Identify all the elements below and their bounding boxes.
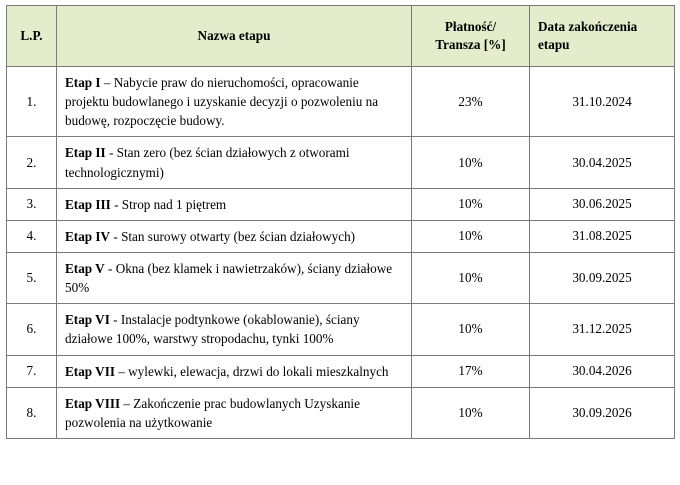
end-date: 30.04.2025 (530, 137, 675, 188)
row-number: 8. (7, 387, 57, 438)
row-number: 3. (7, 188, 57, 220)
stage-label: Etap V (65, 260, 105, 276)
column-header-end-date-line2: etapu (538, 37, 570, 52)
end-date: 30.09.2026 (530, 387, 675, 438)
column-header-payment (412, 6, 530, 67)
stage-text: - Okna (bez klamek i nawietrzaków), ściany działowe 50% (65, 260, 393, 296)
payment-percent: 10% (412, 387, 530, 438)
table-row (7, 387, 675, 438)
end-date: 30.09.2025 (530, 252, 675, 303)
row-number: 1. (7, 67, 57, 137)
column-header-stage-name: Nazwa etapu (57, 6, 412, 67)
stage-description (57, 387, 412, 438)
stage-text: – Zakończenie prac budowlanych Uzyskanie pozwolenia na użytkowanie (65, 395, 360, 430)
row-number: 4. (7, 220, 57, 252)
table-row (7, 67, 675, 137)
end-date: 31.10.2024 (530, 67, 675, 137)
column-header-lp: L.P. (7, 6, 57, 67)
stage-label: Etap IV (65, 228, 111, 244)
stage-label: Etap VI (65, 312, 110, 328)
table-row (7, 355, 675, 387)
stage-label: Etap VIII (65, 395, 121, 411)
stage-label: Etap II (65, 145, 106, 161)
payment-percent: 23% (412, 67, 530, 137)
stage-description (57, 220, 412, 252)
table-header (7, 6, 675, 67)
row-number: 5. (7, 252, 57, 303)
payment-percent: 10% (412, 252, 530, 303)
column-header-payment-line2: Transza [%] (435, 37, 506, 52)
end-date: 30.06.2025 (530, 188, 675, 220)
construction-stages-table (6, 5, 675, 439)
stage-description (57, 252, 412, 303)
payment-percent: 10% (412, 304, 530, 355)
stage-text: – wylewki, elewacja, drzwi do lokali mieszkalnych (114, 363, 389, 379)
stage-text: – Nabycie praw do nieruchomości, opracowanie projektu budowlanego i uzyskanie decyzji o pozwoleniu na budowę, rozpoczęcie budowy. (65, 75, 379, 129)
stage-label: Etap VII (65, 363, 115, 379)
column-header-end-date (530, 6, 675, 67)
column-header-payment-line1: Płatność/ (444, 19, 497, 35)
table-row (7, 220, 675, 252)
payment-percent: 17% (412, 355, 530, 387)
payment-percent: 10% (412, 188, 530, 220)
table-row (7, 304, 675, 355)
stage-text: - Stan zero (bez ścian działowych z otworami technologicznymi) (65, 145, 350, 180)
stage-description (57, 304, 412, 355)
stage-description (57, 137, 412, 188)
row-number: 7. (7, 355, 57, 387)
stage-description (57, 188, 412, 220)
table-row (7, 188, 675, 220)
row-number: 6. (7, 304, 57, 355)
stage-description (57, 67, 412, 137)
stage-description (57, 355, 412, 387)
stage-label: Etap I (65, 75, 101, 90)
table-row (7, 252, 675, 303)
row-number: 2. (7, 137, 57, 188)
table-header-row (7, 6, 675, 67)
payment-percent: 10% (412, 220, 530, 252)
payment-percent: 10% (412, 137, 530, 188)
stage-text: - Strop nad 1 piętrem (110, 196, 227, 212)
stage-text: - Stan surowy otwarty (bez ścian działowych) (110, 228, 356, 244)
table-body (7, 67, 675, 439)
column-header-end-date-line1: Data zakończenia (538, 19, 638, 35)
stage-text: - Instalacje podtynkowe (okablowanie), ściany działowe 100%, warstwy stropodachu, tynki 100% (65, 312, 360, 347)
end-date: 31.08.2025 (530, 220, 675, 252)
table-row (7, 137, 675, 188)
end-date: 31.12.2025 (530, 304, 675, 355)
stage-label: Etap III (65, 196, 111, 212)
end-date: 30.04.2026 (530, 355, 675, 387)
